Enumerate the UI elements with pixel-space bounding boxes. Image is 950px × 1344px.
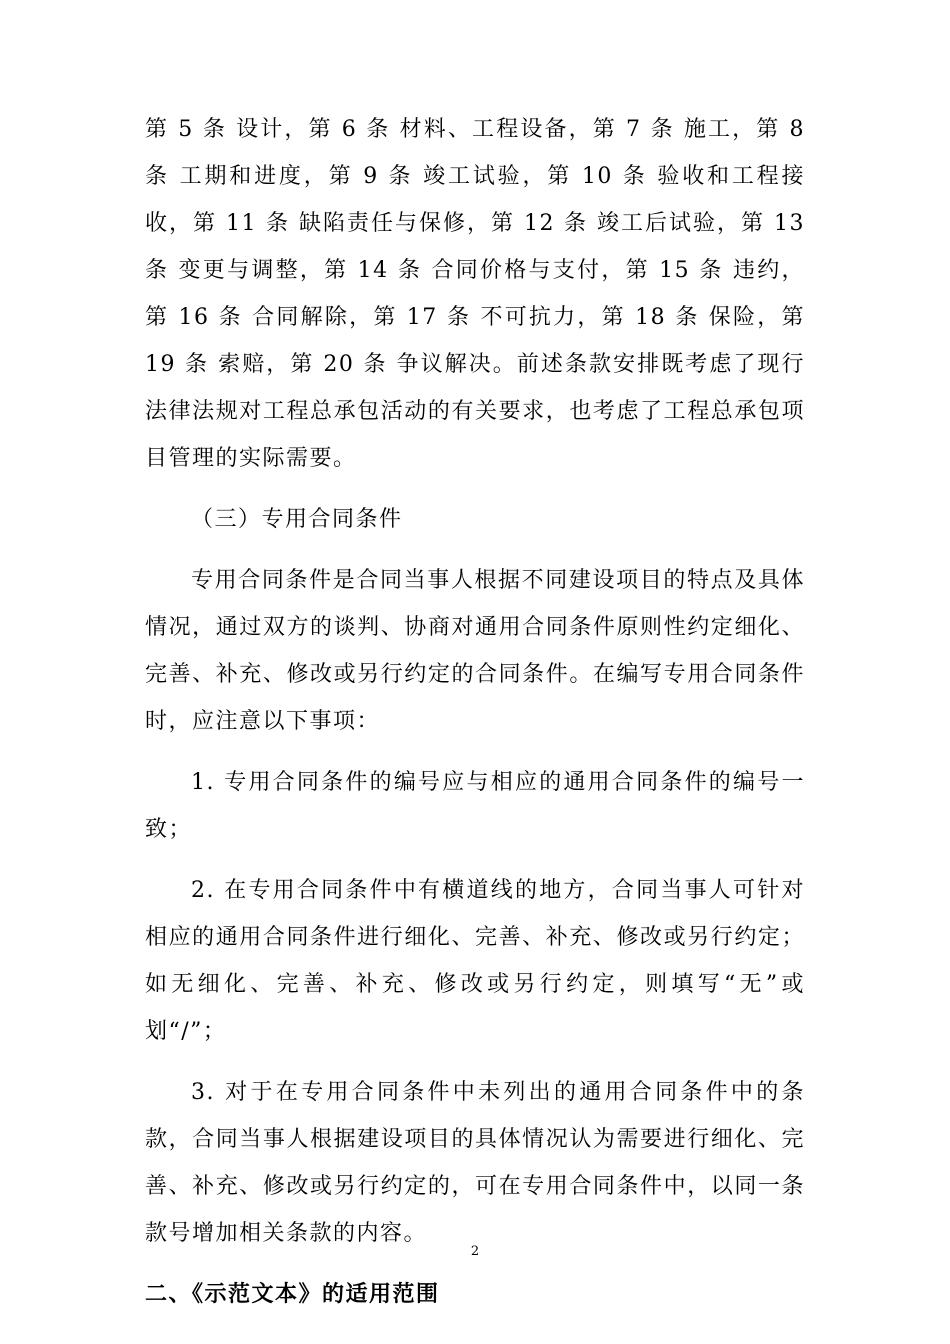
document-body — [145, 106, 805, 1318]
paragraph-special-conditions-intro: 专用合同条件是合同当事人根据不同建设项目的特点及具体情况，通过双方的谈判、协商对通用合同条件原则性约定细化、完善、补充、修改或另行约定的合同条件。在编写专用合同条件时，应注意以下事项： — [145, 568, 805, 734]
section-heading-scope: 二、《示范文本》的适用范围 — [145, 1282, 440, 1307]
paragraph-gap — [145, 1055, 805, 1069]
page-number: 2 — [470, 1244, 480, 1259]
paragraph-gap — [145, 1257, 805, 1271]
paragraph-gap — [145, 543, 805, 557]
paragraph-gap — [145, 853, 805, 867]
list-item-2: 2. 在专用合同条件中有横道线的地方，合同当事人可针对相应的通用合同条件进行细化、完善、补充、修改或另行约定；如无细化、完善、补充、修改或另行约定，则填写“无”或划“/”； — [145, 878, 805, 1044]
paragraph-gap — [145, 482, 805, 496]
paragraph-gap — [145, 745, 805, 759]
paragraph-general-conditions-list: 第 5 条 设计，第 6 条 材料、工程设备，第 7 条 施工，第 8 条 工期和进度，第 9 条 竣工试验，第 10 条 验收和工程接收，第 11 条 缺陷责任与保修，第 12 条 竣工后试验，第 13 条 变更与调整，第 14 条 合同价格与支付，第 15 条 违约，第 16 条 合同解除，第 17 条 不可抗力，第 18 条 保险，第 19 条 索赔，第 20 条 争议解决。前述条款安排既考虑了现行法律法规对工程总承包活动的有关要求，也考虑了工程总承包项目管理的实际需要。 — [145, 117, 805, 471]
list-item-3: 3. 对于在专用合同条件中未列出的通用合同条件中的条款，合同当事人根据建设项目的具体情况认为需要进行细化、完善、补充、修改或另行约定的，可在专用合同条件中，以同一条款号增加相关条款的内容。 — [145, 1080, 805, 1246]
section-subheading-special-conditions: （三）专用合同条件 — [191, 507, 403, 532]
list-item-1: 1. 专用合同条件的编号应与相应的通用合同条件的编号一致； — [145, 770, 805, 842]
